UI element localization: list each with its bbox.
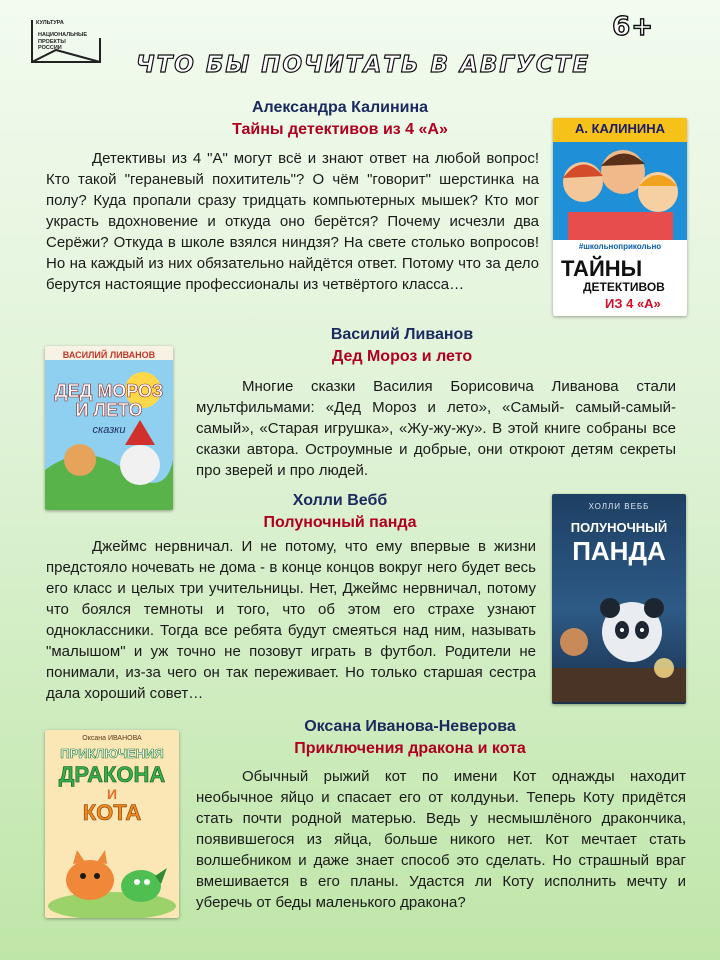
panda-illustration-icon [552, 572, 686, 702]
book-2-cover [45, 346, 173, 510]
book-4-cover-title-1: ПРИКЛЮЧЕНИЯ [60, 746, 164, 761]
book-3-cover-title-2: ПАНДА [572, 536, 666, 566]
book-4-cover-title-3: И [106, 786, 118, 802]
book-1-cover-title-2: ДЕТЕКТИВОВ [583, 280, 665, 294]
national-projects-logo [30, 18, 104, 66]
book-1-cover-title-3: ИЗ 4 «А» [605, 296, 661, 311]
book-2-cover-author: ВАСИЛИЙ ЛИВАНОВ [62, 350, 156, 360]
dragon-and-cat-illustration-icon [45, 828, 179, 918]
book-1-cover-series: #школьноприкольно [578, 242, 662, 251]
book-4-author: Оксана Иванова-Неверова [304, 718, 516, 735]
book-3-cover-title-1: ПОЛУНОЧНЫЙ [570, 520, 668, 535]
book-1-cover-title-1: ТАЙНЫ [561, 256, 643, 281]
age-rating: 6+ [612, 12, 654, 42]
book-1-description: Детективы из 4 "А" могут всё и знают ответ на любой вопрос! Кто такой "гераневый похититель"? О чём "говорит" шерстинка на полу? Куда пропали сразу тридцать компьютерных мышек? Кто мог украсть вдохновение и откуда оно берётся? Почему исчезли два Серёжи? Откуда в школе взялся ниндзя? На свете столько вопросов! Но на каждый из них обязательно найдётся ответ. Потому что за дело берутся настоящие профессионалы из четвёртого класса… [46, 150, 539, 293]
logo-top-text: КУЛЬТУРА [36, 20, 64, 26]
book-4-title: Приключения дракона и кота [294, 740, 526, 757]
logo-main-text: НАЦИОНАЛЬНЫЕ ПРОЕКТЫ РОССИИ [38, 32, 88, 51]
page-title: ЧТО БЫ ПОЧИТАТЬ В АВГУСТЕ [136, 52, 591, 78]
book-2-author: Василий Ливанов [330, 326, 474, 343]
book-4-cover [45, 730, 179, 918]
book-2-cover-title-1: ДЕД МОРОЗ [54, 381, 164, 401]
book-4-cover-title-4: КОТА [82, 800, 142, 825]
book-3-cover-author: ХОЛЛИ ВЕББ [588, 502, 650, 511]
book-3-cover [552, 494, 686, 704]
book-3-author: Холли Вебб [292, 492, 388, 509]
book-2-title: Дед Мороз и лето [331, 348, 473, 365]
book-1-author: Александра Калинина [251, 99, 429, 116]
book-2-description: Многие сказки Василия Борисовича Ливанова стали мультфильмами: «Дед Мороз и лето», «Самый- самый-самый-самый», «Старая игрушка», «Жу-жу-жу». В этой книге собраны все сказки автора. Остроумные и добрые, они откроют детям секреты про зверей и про людей. [196, 378, 676, 479]
book-2-cover-subtitle: сказки [92, 424, 126, 436]
book-1-title: Тайны детективов из 4 «А» [232, 121, 448, 138]
book-4-cover-title-2: ДРАКОНА [58, 762, 166, 787]
kids-illustration-icon [553, 142, 687, 242]
book-4-description: Обычный рыжий кот по имени Кот однажды находит необычное яйцо и спасает его от колдуньи. Теперь Коту придётся стать почти родной матерью. Ведь у несмышлёного дракончика, появившегося из яйца, больше никого нет. Кот мечтает стать волшебником и даже знает способ это сделать. Но страшный враг вмешивается в его планы. Удастся ли Коту исполнить мечту и уберечь от беды маленького дракона? [196, 768, 686, 911]
book-4-cover-author: Оксана ИВАНОВА [82, 735, 142, 742]
book-3-title: Полуночный панда [263, 514, 417, 531]
book-2-cover-title-2: И ЛЕТО [75, 400, 143, 420]
book-1-cover-author: А. КАЛИНИНА [574, 121, 666, 136]
book-3-description: Джеймс нервничал. И не потому, что ему впервые в жизни предстояло ночевать не дома - в конце концов вокруг него будет весь его класс и целых три учительницы. Нет, Джеймс нервничал, потому что боялся темноты и того, что об этом его страхе узнают одноклассники. Тогда все ребята будут смеяться над ним, называть "малышом" и уж точно не позовут играть в футбол. Родители не понимали, из-за чего он так переживает. Но только старшая сестра дала хороший совет… [46, 538, 536, 702]
book-1-cover [553, 118, 687, 316]
